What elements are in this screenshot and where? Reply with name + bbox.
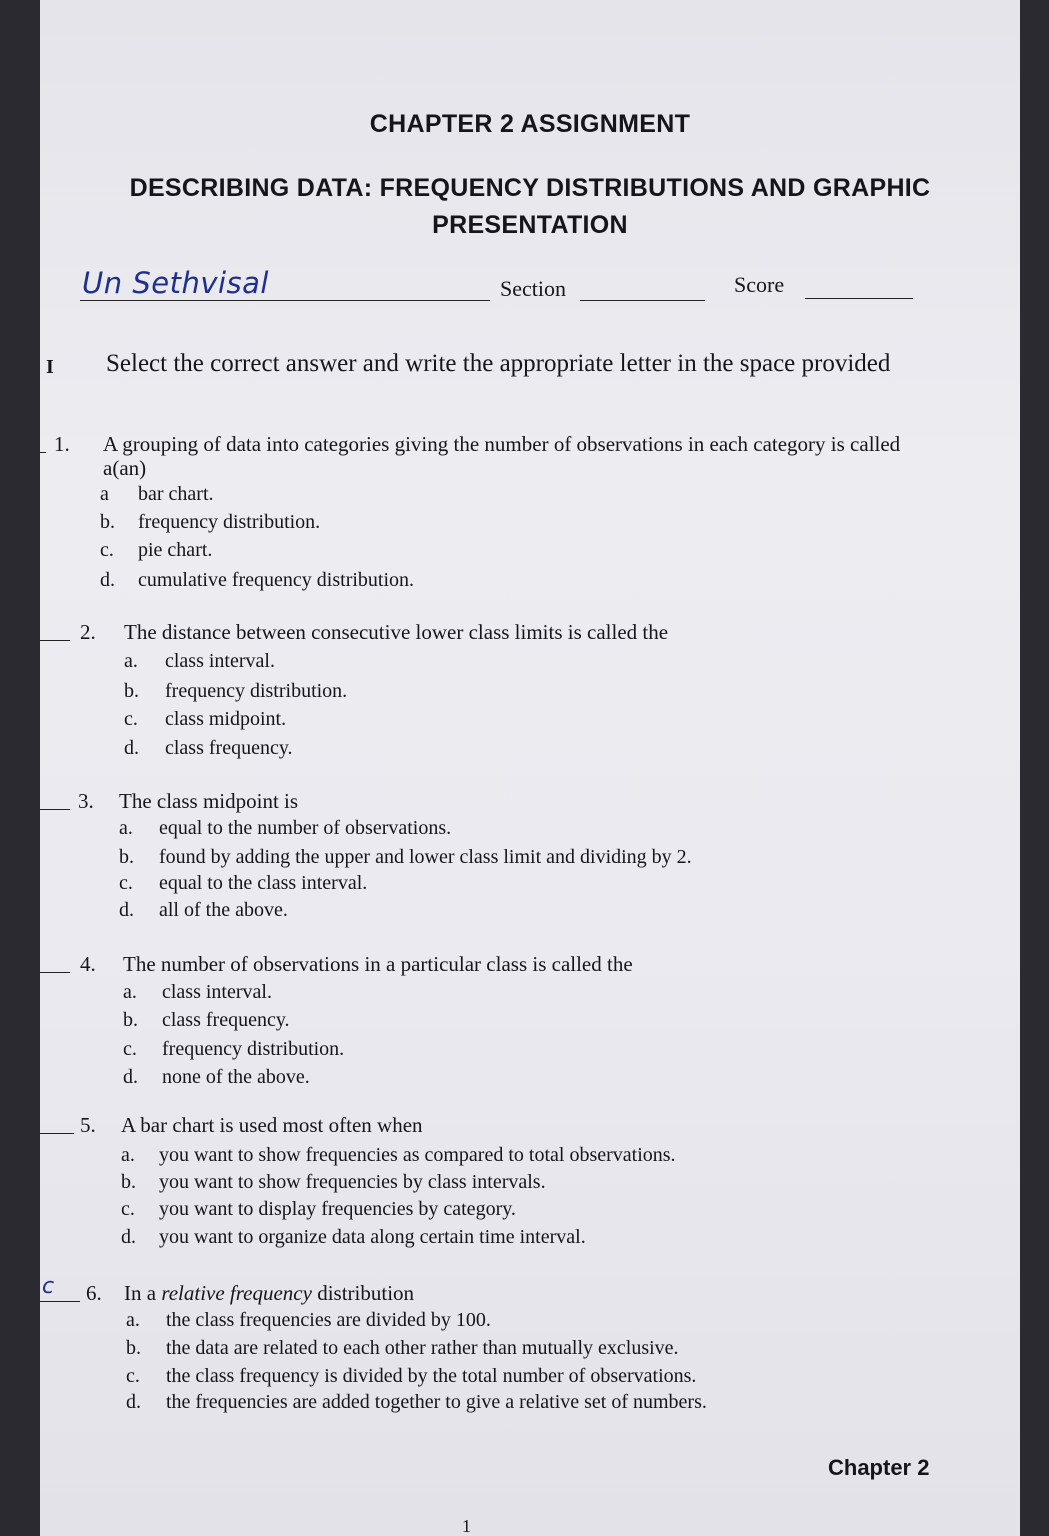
option-text: class midpoint. bbox=[165, 708, 287, 730]
section-label: Section bbox=[500, 276, 566, 301]
page-number: 1 bbox=[462, 1516, 471, 1536]
option-text: you want to display frequencies by category. bbox=[159, 1198, 516, 1220]
option-text: you want to organize data along certain time interval. bbox=[159, 1226, 586, 1248]
question-stem bbox=[103, 432, 1013, 480]
question-stem-prefix: In a bbox=[124, 1281, 162, 1305]
option-letter: c. bbox=[100, 539, 114, 561]
option-text: class interval. bbox=[165, 650, 275, 672]
footer-chapter-label: Chapter 2 bbox=[828, 1455, 930, 1480]
option-text: frequency distribution. bbox=[165, 680, 348, 702]
option-letter: d. bbox=[100, 569, 115, 591]
option-letter: b. bbox=[100, 511, 115, 533]
part-number: I bbox=[46, 356, 54, 378]
option-letter: c. bbox=[119, 872, 133, 894]
name-blank-line bbox=[80, 300, 490, 301]
option-text: bar chart. bbox=[138, 483, 214, 505]
option-text: pie chart. bbox=[138, 539, 213, 561]
handwritten-answer-q6: c bbox=[42, 1274, 55, 1299]
option-text: the class frequency is divided by the total number of observations. bbox=[166, 1365, 697, 1387]
option-letter: c. bbox=[124, 708, 138, 730]
instruction-text: Select the correct answer and write the appropriate letter in the space provided bbox=[106, 350, 891, 377]
question-stem-emphasis: relative frequency bbox=[161, 1281, 312, 1305]
answer-blank bbox=[40, 809, 70, 810]
score-blank-line bbox=[805, 298, 913, 299]
option-text: the class frequencies are divided by 100. bbox=[166, 1309, 491, 1331]
option-letter: c. bbox=[126, 1365, 140, 1387]
option-letter: b. bbox=[123, 1009, 138, 1031]
page-subtitle bbox=[80, 170, 980, 244]
answer-blank bbox=[40, 972, 70, 973]
question-stem: A bar chart is used most often when bbox=[121, 1113, 423, 1137]
option-letter: d. bbox=[126, 1391, 141, 1413]
subtitle-line-1: DESCRIBING DATA: FREQUENCY DISTRIBUTIONS AND GRAPHIC bbox=[129, 174, 931, 202]
option-text: the frequencies are added together to give a relative set of numbers. bbox=[166, 1391, 707, 1413]
option-letter: d. bbox=[121, 1226, 136, 1248]
option-letter: b. bbox=[126, 1337, 141, 1359]
answer-blank bbox=[40, 1133, 74, 1134]
option-letter: b. bbox=[119, 846, 134, 868]
question-stem: The distance between consecutive lower class limits is called the bbox=[124, 620, 669, 644]
option-letter: c. bbox=[123, 1038, 137, 1060]
student-name-handwritten: Un Sethvisal bbox=[82, 266, 269, 300]
option-text: found by adding the upper and lower class limit and dividing by 2. bbox=[159, 846, 692, 868]
option-text: cumulative frequency distribution. bbox=[138, 569, 415, 591]
question-number: 2. bbox=[80, 620, 96, 644]
question-number: 3. bbox=[78, 789, 94, 813]
student-header bbox=[40, 266, 1020, 306]
option-text: class interval. bbox=[162, 981, 272, 1003]
question-number: 1. bbox=[54, 432, 70, 456]
option-letter: a bbox=[100, 483, 109, 505]
question-stem-suffix: distribution bbox=[311, 1281, 415, 1305]
page-title: CHAPTER 2 ASSIGNMENT bbox=[369, 110, 691, 138]
option-letter: a. bbox=[124, 650, 138, 672]
option-letter: d. bbox=[123, 1066, 138, 1088]
option-text: the data are related to each other rather than mutually exclusive. bbox=[166, 1337, 679, 1359]
option-text: class frequency. bbox=[165, 737, 293, 759]
answer-blank bbox=[40, 1301, 80, 1302]
option-text: all of the above. bbox=[159, 899, 288, 921]
option-letter: d. bbox=[119, 899, 134, 921]
option-letter: a. bbox=[119, 817, 133, 839]
option-letter: b. bbox=[121, 1171, 136, 1193]
worksheet-page bbox=[40, 0, 1020, 1536]
option-text: equal to the class interval. bbox=[159, 872, 368, 894]
option-letter: a. bbox=[121, 1144, 135, 1166]
option-letter: d. bbox=[124, 737, 139, 759]
option-text: none of the above. bbox=[162, 1066, 310, 1088]
option-text: frequency distribution. bbox=[162, 1038, 345, 1060]
section-blank-line bbox=[580, 300, 705, 301]
question-stem: The class midpoint is bbox=[119, 789, 299, 813]
question-stem: The number of observations in a particular class is called the bbox=[123, 952, 633, 976]
question-stem-line-1: A grouping of data into categories giving the number of observations in each category is called bbox=[103, 432, 901, 456]
question-number: 5. bbox=[80, 1113, 96, 1137]
option-text: you want to show frequencies by class intervals. bbox=[159, 1171, 546, 1193]
option-text: frequency distribution. bbox=[138, 511, 321, 533]
option-letter: a. bbox=[123, 981, 137, 1003]
score-label: Score bbox=[734, 272, 785, 297]
subtitle-line-2: PRESENTATION bbox=[432, 211, 628, 239]
option-letter: c. bbox=[121, 1198, 135, 1220]
question-stem bbox=[124, 1281, 1004, 1305]
question-stem-line-2: a(an) bbox=[103, 456, 147, 480]
option-letter: a. bbox=[126, 1309, 140, 1331]
option-text: class frequency. bbox=[162, 1009, 290, 1031]
option-text: you want to show frequencies as compared to total observations. bbox=[159, 1144, 676, 1166]
option-text: equal to the number of observations. bbox=[159, 817, 452, 839]
option-letter: b. bbox=[124, 680, 139, 702]
question-number: 6. bbox=[86, 1281, 102, 1305]
question-number: 4. bbox=[80, 952, 96, 976]
answer-blank bbox=[40, 640, 70, 641]
answer-blank bbox=[40, 452, 46, 453]
